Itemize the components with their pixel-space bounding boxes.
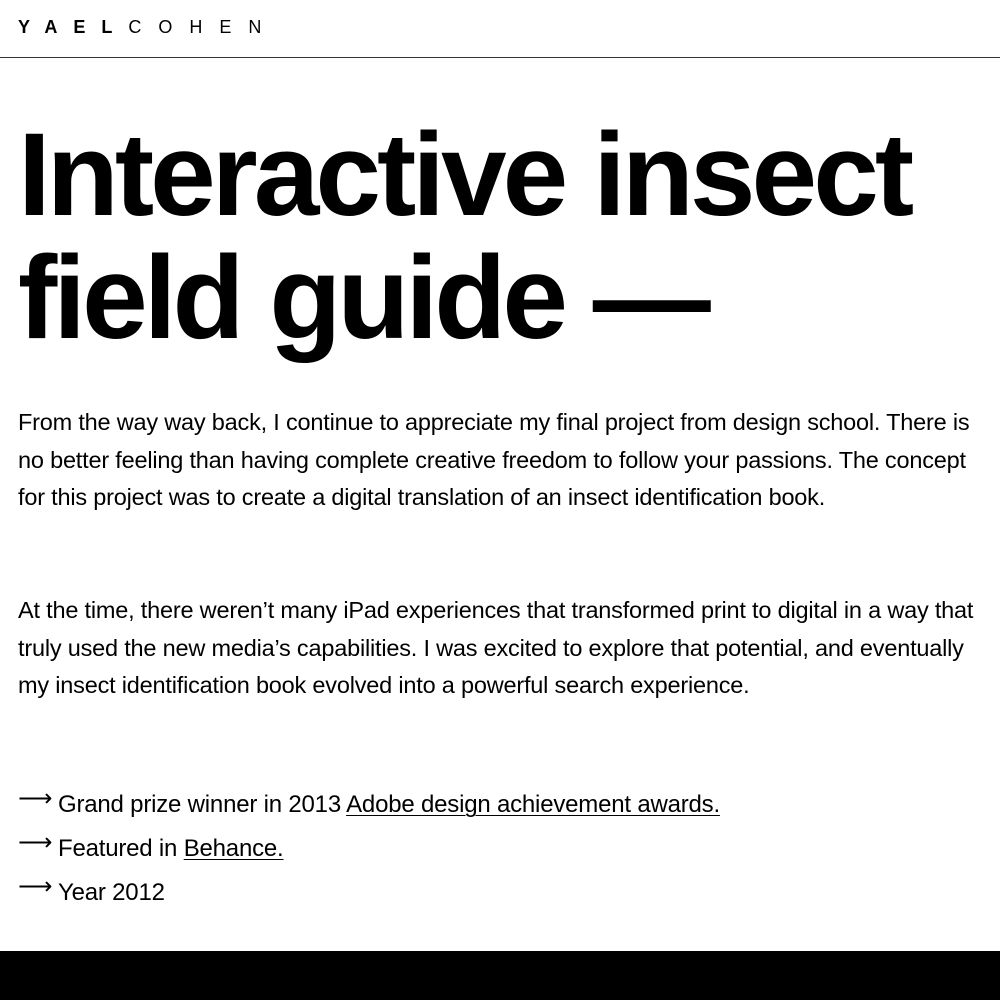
adobe-awards-link[interactable]: Adobe design achievement awards.	[346, 791, 720, 818]
page-title-line-1: Interactive insect	[18, 109, 911, 241]
page-title-line-2: field guide —	[18, 232, 707, 364]
arrow-right-icon: ⟶	[18, 829, 53, 856]
behance-link[interactable]: Behance.	[183, 835, 284, 862]
arrow-right-icon: ⟶	[18, 873, 53, 900]
site-header	[0, 0, 1000, 58]
project-facts-list	[18, 783, 978, 915]
fact-year	[18, 871, 978, 915]
footer-bar	[0, 951, 1000, 1000]
page-title	[18, 109, 978, 364]
fact-year-text: Year 2012	[58, 879, 165, 906]
logo-last-name: COHEN	[128, 17, 279, 37]
fact-award-text: Grand prize winner in 2013	[58, 791, 347, 818]
fact-featured-text: Featured in	[58, 835, 184, 862]
fact-featured	[18, 827, 978, 871]
logo-first-name: YAEL	[18, 17, 129, 37]
intro-paragraph: From the way way back, I continue to appreciate my final project from design school. There is no better feeling than having complete creative freedom to follow your passions. The concept for this project was to create a digital translation of an insect identification book.	[18, 409, 970, 510]
context-paragraph: At the time, there weren’t many iPad experiences that transformed print to digital in a way that truly used the new media’s capabilities. I was excited to explore that potential, and eventually my insect identification book evolved into a powerful search experience.	[18, 597, 974, 698]
site-logo-link[interactable]	[18, 16, 278, 38]
arrow-right-icon: ⟶	[18, 785, 53, 812]
fact-award	[18, 783, 978, 827]
